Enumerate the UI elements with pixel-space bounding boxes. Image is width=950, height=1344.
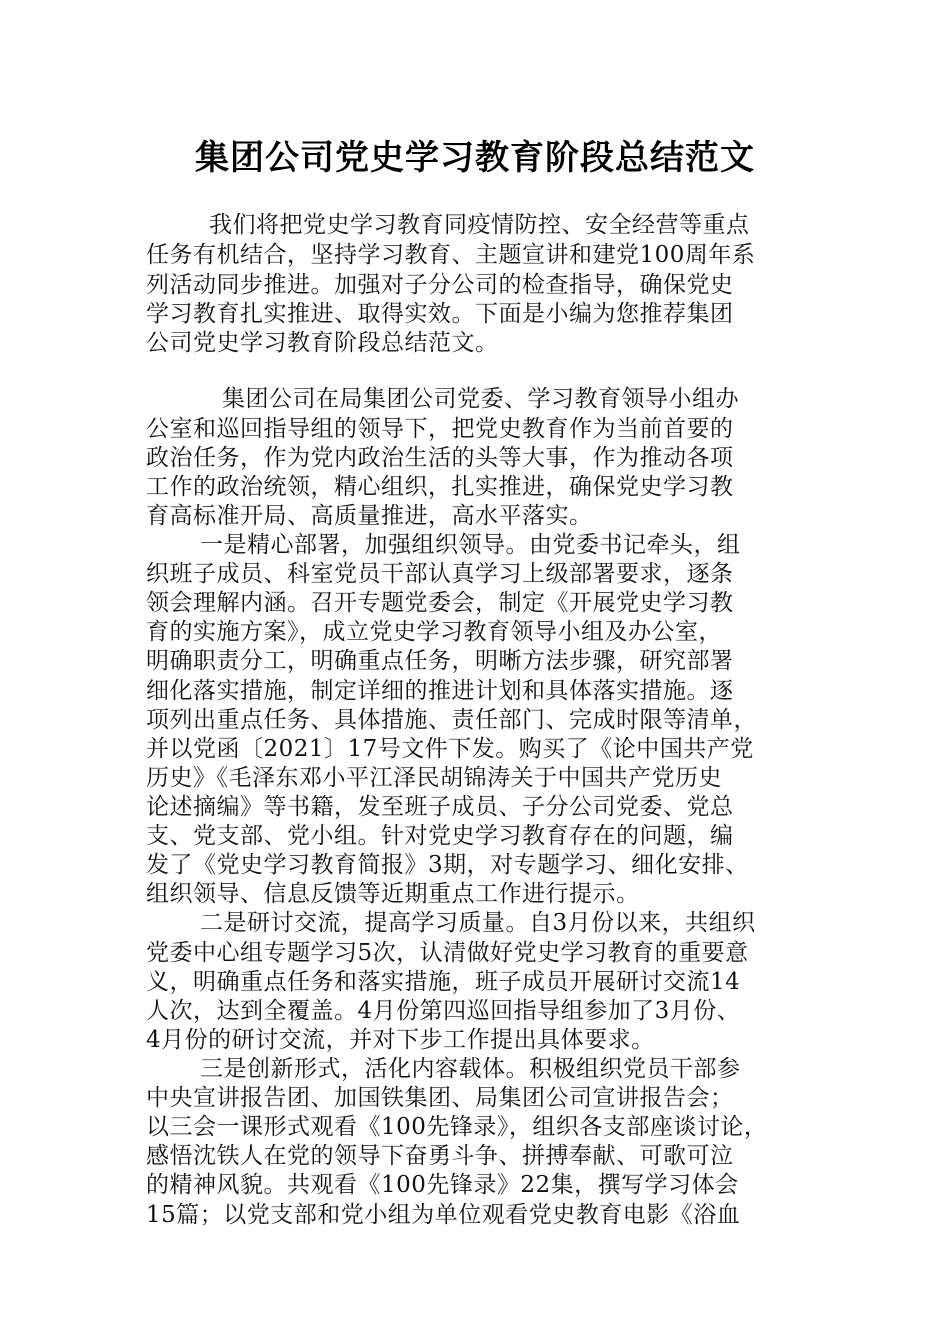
- text-line: 感悟沈铁人在党的领导下奋勇斗争、拼搏奉献、可歌可泣: [146, 1143, 734, 1169]
- text-line: 的精神风貌。共观看《100先锋录》22集，撰写学习体会: [146, 1172, 739, 1198]
- text-line: 明确职责分工，明确重点任务，明晰方法步骤，研究部署: [146, 648, 734, 674]
- text-line: 集团公司在局集团公司党委、学习教育领导小组办: [222, 386, 739, 412]
- text-line: 中央宣讲报告团、加国铁集团、局集团公司宣讲报告会；: [146, 1085, 734, 1111]
- text-line: 人次，达到全覆盖。4月份第四巡回指导组参加了3月份、: [146, 998, 741, 1024]
- text-line: 政治任务，作为党内政治生活的头等大事，作为推动各项: [146, 445, 734, 471]
- text-line: 三是创新形式，活化内容载体。积极组织党员干部参: [200, 1056, 741, 1082]
- text-line: 一是精心部署，加强组织领导。由党委书记牵头，组: [200, 532, 741, 558]
- text-line: 列活动同步推进。加强对子分公司的检查指导，确保党史: [146, 272, 734, 298]
- text-line: 项列出重点任务、具体措施、责任部门、完成时限等清单，: [146, 707, 757, 733]
- text-line: 4月份的研讨交流，并对下步工作提出具体要求。: [146, 1027, 655, 1053]
- text-line: 历史》《毛泽东邓小平江泽民胡锦涛关于中国共产党历史: [146, 765, 722, 791]
- text-line: 发了《党史学习教育简报》3期，对专题学习、细化安排、: [146, 852, 749, 878]
- text-line: 论述摘编》等书籍，发至班子成员、子分公司党委、党总: [146, 794, 734, 820]
- document-title: 集团公司党史学习教育阶段总结范文: [195, 138, 755, 178]
- text-line: 二是研讨交流，提高学习质量。自3月份以来，共组织: [200, 910, 756, 936]
- text-line: 织班子成员、科室党员干部认真学习上级部署要求，逐条: [146, 561, 734, 587]
- text-line: 组织领导、信息反馈等近期重点工作进行提示。: [146, 881, 640, 907]
- text-line: 育高标准开局、高质量推进，高水平落实。: [146, 503, 593, 529]
- text-line: 以三会一课形式观看《100先锋录》，组织各支部座谈讨论，: [146, 1114, 768, 1140]
- text-line: 我们将把党史学习教育同疫情防控、安全经营等重点: [209, 212, 750, 238]
- text-line: 党委中心组专题学习5次，认清做好党史学习教育的重要意: [146, 940, 749, 966]
- text-line: 工作的政治统领，精心组织，扎实推进，确保党史学习教: [146, 474, 734, 500]
- text-line: 15篇；以党支部和党小组为单位观看党史教育电影《浴血: [146, 1202, 741, 1228]
- text-line: 支、党支部、党小组。针对党史学习教育存在的问题，编: [146, 823, 734, 849]
- text-line: 学习教育扎实推进、取得实效。下面是小编为您推荐集团: [146, 301, 734, 327]
- text-line: 细化落实措施，制定详细的推进计划和具体落实措施。逐: [146, 678, 734, 704]
- text-line: 任务有机结合，坚持学习教育、主题宣讲和建党100周年系: [146, 242, 756, 268]
- text-line: 公司党史学习教育阶段总结范文。: [146, 330, 499, 356]
- text-line: 义，明确重点任务和落实措施，班子成员开展研讨交流14: [146, 969, 741, 995]
- text-line: 育的实施方案》，成立党史学习教育领导小组及办公室，: [146, 619, 722, 645]
- text-line: 并以党函〔2021〕17号文件下发。购买了《论中国共产党: [146, 736, 754, 762]
- text-line: 公室和巡回指导组的领导下，把党史教育作为当前首要的: [146, 416, 734, 442]
- text-line: 领会理解内涵。召开专题党委会，制定《开展党史学习教: [146, 590, 734, 616]
